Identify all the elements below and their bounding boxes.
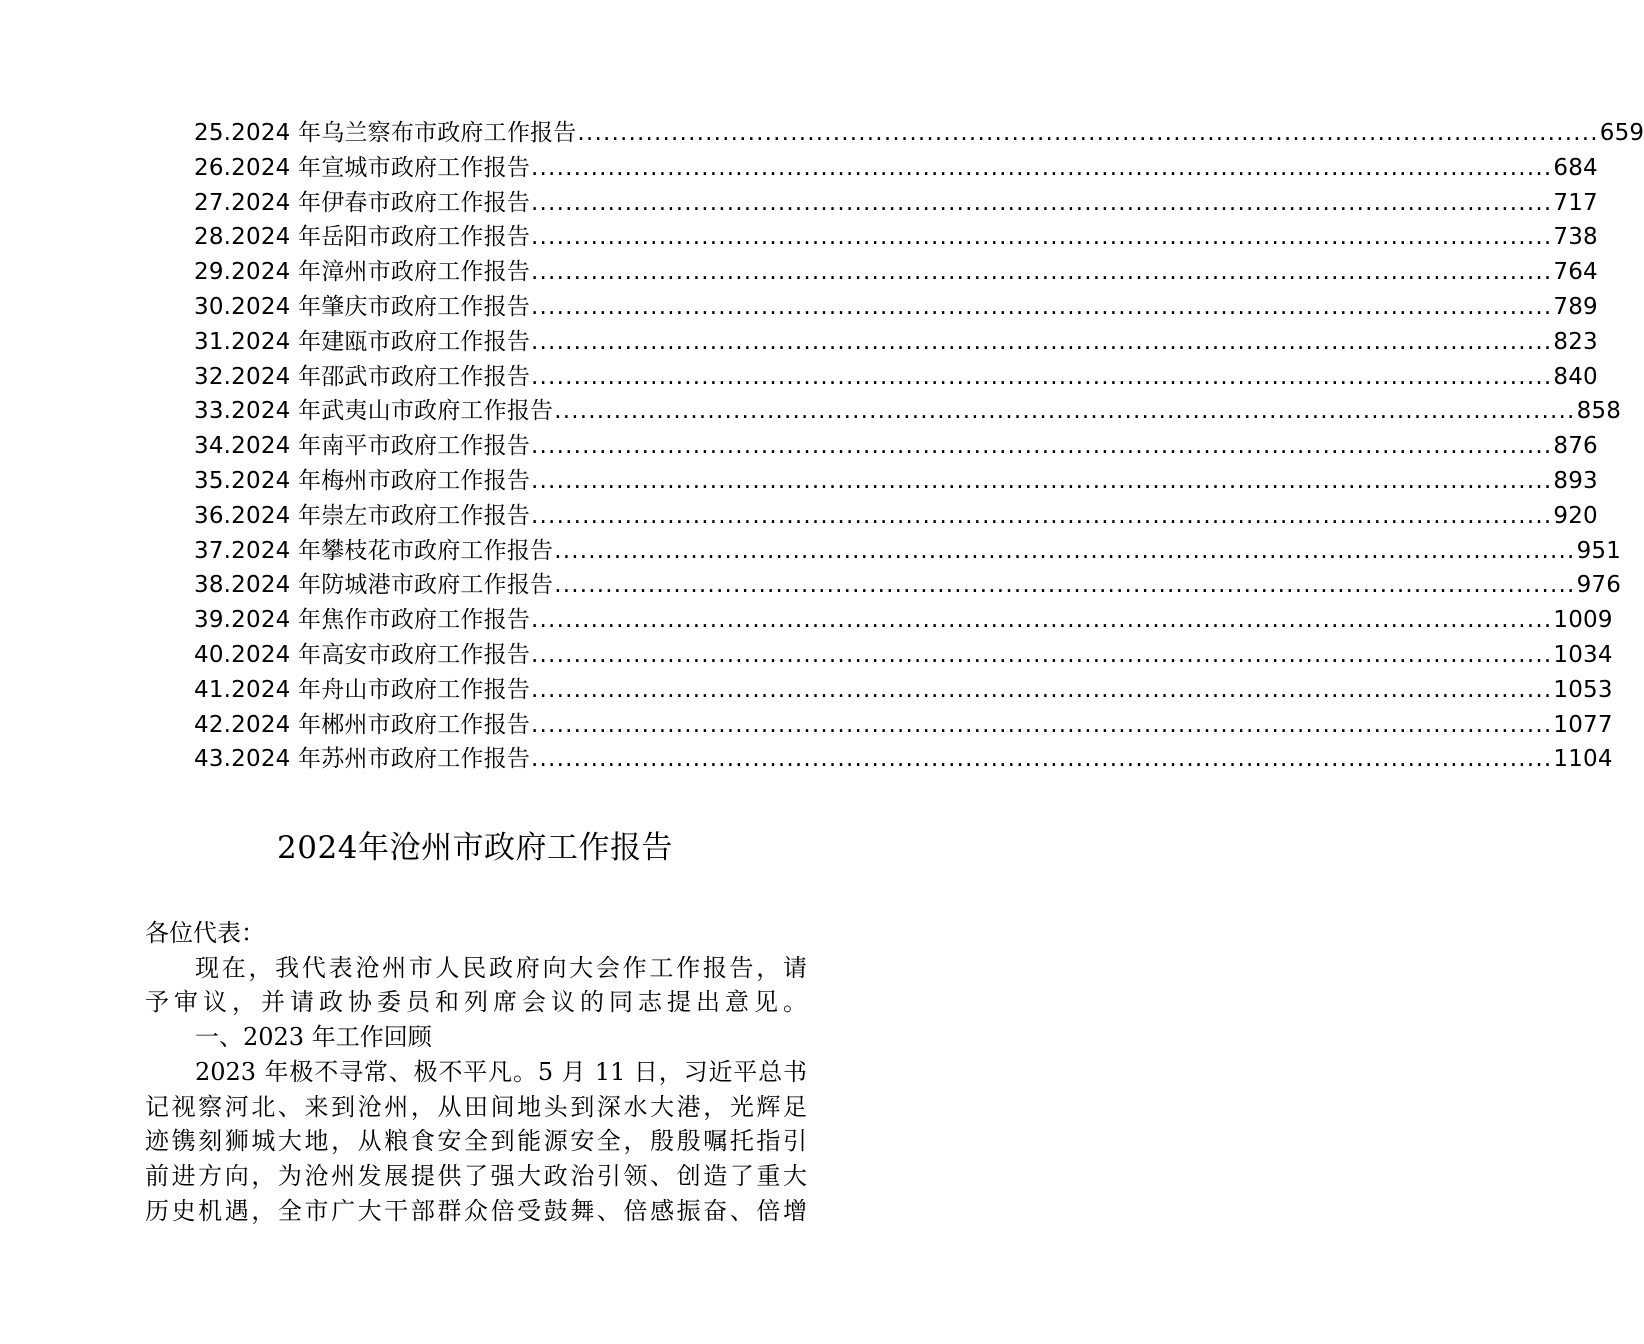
toc-entry[interactable] — [194, 394, 1622, 429]
section-heading-text: 年工作回顾 — [304, 1023, 432, 1052]
toc-dot-leader: ........................................................................................................................ — [554, 398, 1576, 425]
toc-entry[interactable] — [194, 116, 1644, 151]
toc-entry[interactable] — [194, 220, 1598, 255]
paragraph-2-text-a: 年极不寻常、极不平凡。 — [256, 1057, 538, 1086]
toc-entry-page-number: 976 — [1576, 572, 1622, 599]
toc-entry-title: 43.2024 年苏州市政府工作报告 — [194, 746, 531, 773]
section-heading-prefix: 一、 — [195, 1023, 243, 1052]
toc-entry-title: 25.2024 年乌兰察布市政府工作报告 — [194, 120, 577, 146]
toc-entry-title: 35.2024 年梅州市政府工作报告 — [194, 467, 531, 494]
paragraph-1-line-2: 予审议，并请政协委员和列席会议的同志提出意见。 — [145, 988, 807, 1017]
toc-entry[interactable] — [194, 429, 1598, 464]
toc-entry-title: 36.2024 年崇左市政府工作报告 — [194, 502, 531, 529]
paragraph-2-text-c: 日，习近平总书 — [625, 1057, 807, 1086]
toc-entry-title: 40.2024 年高安市政府工作报告 — [194, 641, 531, 668]
toc-entry[interactable] — [194, 186, 1598, 221]
salutation: 各位代表： — [145, 919, 265, 947]
document-body — [145, 916, 807, 1228]
toc-dot-leader: ........................................................................................................................ — [531, 746, 1553, 773]
toc-entry-page-number: 1077 — [1553, 711, 1613, 738]
toc-entry-page-number: 1034 — [1553, 641, 1613, 668]
toc-entry-page-number: 876 — [1553, 433, 1598, 460]
toc-entry[interactable] — [194, 673, 1613, 708]
toc-entry-page-number: 823 — [1553, 328, 1598, 355]
toc-entry[interactable] — [194, 742, 1613, 777]
toc-entry-page-number: 840 — [1553, 363, 1598, 390]
paragraph-2-year: 2023 — [195, 1057, 257, 1086]
toc-entry-page-number: 893 — [1553, 467, 1598, 494]
paragraph-2-month: 5 — [537, 1057, 554, 1086]
paragraph-2-line-1 — [145, 1055, 807, 1090]
toc-entry[interactable] — [194, 255, 1598, 290]
paragraph-2-day: 11 — [594, 1057, 626, 1086]
document-title-year: 2024 — [277, 830, 358, 866]
toc-dot-leader: ........................................................................................................................ — [531, 502, 1553, 529]
toc-entry-title: 34.2024 年南平市政府工作报告 — [194, 433, 531, 460]
toc-dot-leader: ........................................................................................................................ — [531, 641, 1553, 668]
toc-entry[interactable] — [194, 568, 1622, 603]
toc-entry[interactable] — [194, 708, 1613, 743]
toc-dot-leader: ........................................................................................................................ — [531, 189, 1553, 216]
toc-entry-title: 33.2024 年武夷山市政府工作报告 — [194, 398, 554, 425]
toc-entry[interactable] — [194, 464, 1598, 499]
toc-entry[interactable] — [194, 638, 1613, 673]
toc-entry[interactable] — [194, 603, 1613, 638]
document-title — [0, 826, 950, 870]
paragraph-1-line-1: 现在，我代表沧州市人民政府向大会作工作报告，请 — [195, 953, 807, 982]
toc-dot-leader: ........................................................................................................................ — [531, 293, 1553, 320]
toc-dot-leader: ........................................................................................................................ — [531, 224, 1553, 251]
toc-entry-page-number: 738 — [1553, 224, 1598, 251]
toc-entry-page-number: 1104 — [1553, 746, 1613, 773]
toc-dot-leader: ........................................................................................................................ — [531, 328, 1553, 355]
toc-entry[interactable] — [194, 360, 1598, 395]
toc-dot-leader: ........................................................................................................................ — [531, 433, 1553, 460]
toc-entry-title: 32.2024 年邵武市政府工作报告 — [194, 363, 531, 390]
toc-entry-title: 30.2024 年肇庆市政府工作报告 — [194, 293, 531, 320]
toc-entry-page-number: 1053 — [1553, 676, 1613, 703]
toc-entry[interactable] — [194, 325, 1598, 360]
toc-entry-page-number: 764 — [1553, 259, 1598, 286]
paragraph-2-line-4: 前进方向，为沧州发展提供了强大政治引领、创造了重大 — [145, 1161, 807, 1190]
toc-dot-leader: ........................................................................................................................ — [531, 467, 1553, 494]
toc-entry[interactable] — [194, 534, 1622, 569]
toc-entry-title: 42.2024 年郴州市政府工作报告 — [194, 711, 531, 738]
toc-entry-title: 37.2024 年攀枝花市政府工作报告 — [194, 537, 554, 564]
toc-entry-title: 41.2024 年舟山市政府工作报告 — [194, 676, 531, 703]
toc-entry[interactable] — [194, 290, 1598, 325]
section-heading-year: 2023 — [243, 1023, 305, 1052]
toc-dot-leader: ........................................................................................................................ — [531, 711, 1553, 738]
table-of-contents — [194, 116, 1644, 777]
toc-entry-page-number: 920 — [1553, 502, 1598, 529]
toc-dot-leader: ........................................................................................................................ — [577, 120, 1599, 146]
toc-entry-title: 27.2024 年伊春市政府工作报告 — [194, 189, 531, 216]
section-heading-1 — [145, 1020, 807, 1055]
toc-dot-leader: ........................................................................................................................ — [531, 676, 1553, 703]
toc-entry-title: 31.2024 年建瓯市政府工作报告 — [194, 328, 531, 355]
toc-dot-leader: ........................................................................................................................ — [531, 259, 1553, 286]
toc-dot-leader: ........................................................................................................................ — [554, 572, 1576, 599]
toc-entry-page-number: 717 — [1553, 189, 1598, 216]
paragraph-2-line-5: 历史机遇，全市广大干部群众倍受鼓舞、倍感振奋、倍增 — [145, 1196, 807, 1225]
toc-entry-page-number: 858 — [1576, 398, 1622, 425]
paragraph-2-line-2: 记视察河北、来到沧州，从田间地头到深水大港，光辉足 — [145, 1092, 807, 1121]
toc-entry-page-number: 951 — [1576, 537, 1622, 564]
toc-entry-page-number: 1009 — [1553, 607, 1613, 634]
paragraph-2-line-3: 迹镌刻狮城大地，从粮食安全到能源安全，殷殷嘱托指引 — [145, 1127, 807, 1156]
toc-dot-leader: ........................................................................................................................ — [531, 363, 1553, 390]
toc-entry-title: 29.2024 年漳州市政府工作报告 — [194, 259, 531, 286]
toc-dot-leader: ........................................................................................................................ — [554, 537, 1576, 564]
toc-dot-leader: ........................................................................................................................ — [531, 607, 1553, 634]
toc-entry-title: 38.2024 年防城港市政府工作报告 — [194, 572, 554, 599]
document-title-text: 年沧州市政府工作报告 — [357, 830, 673, 866]
toc-entry-page-number: 789 — [1553, 293, 1598, 320]
toc-entry-title: 39.2024 年焦作市政府工作报告 — [194, 607, 531, 634]
toc-entry-page-number: 659 — [1599, 120, 1644, 146]
toc-entry-title: 28.2024 年岳阳市政府工作报告 — [194, 224, 531, 251]
toc-dot-leader: ........................................................................................................................ — [531, 154, 1553, 181]
toc-entry[interactable] — [194, 499, 1598, 534]
toc-entry[interactable] — [194, 151, 1598, 186]
paragraph-2-text-b: 月 — [553, 1057, 595, 1086]
toc-entry-page-number: 684 — [1553, 154, 1598, 181]
toc-entry-title: 26.2024 年宣城市政府工作报告 — [194, 154, 531, 181]
